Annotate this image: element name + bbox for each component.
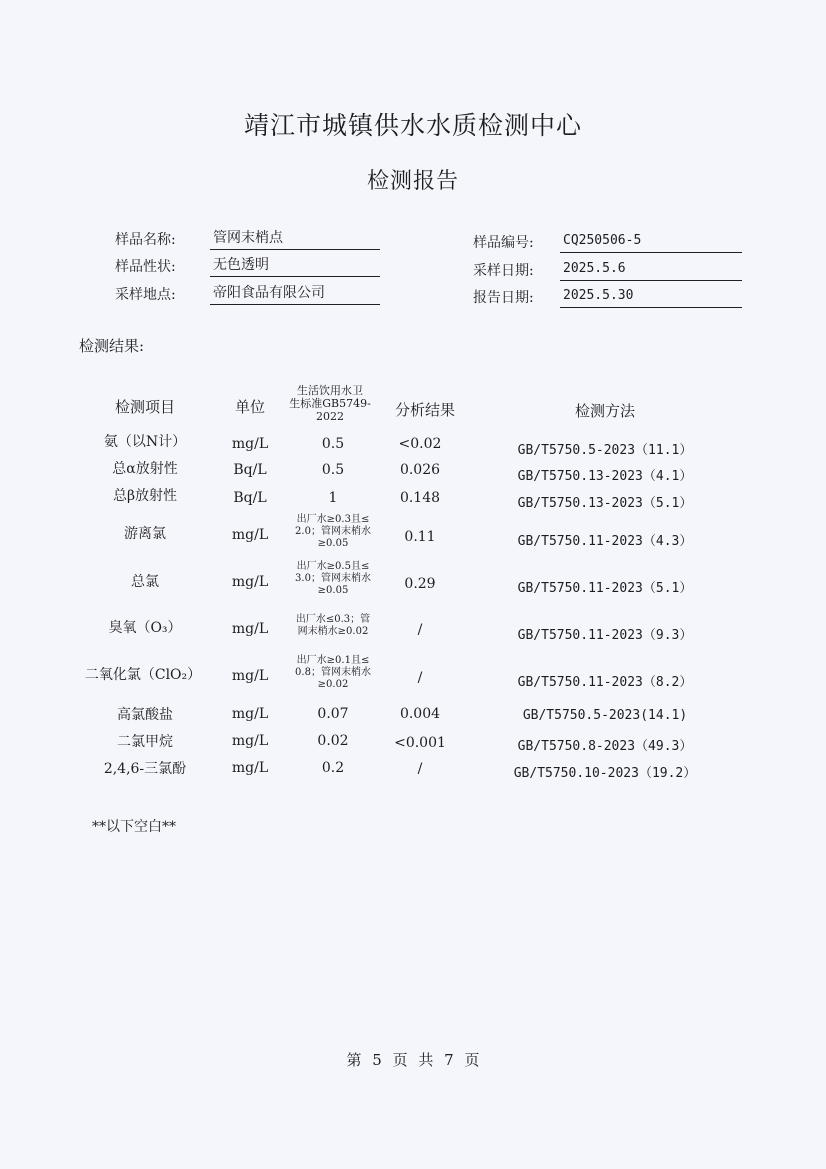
sample-site-value: 帝阳食品有限公司 bbox=[210, 284, 380, 305]
row-standard bbox=[283, 490, 383, 506]
row-standard bbox=[283, 514, 383, 550]
row-item: 臭氧（O₃） bbox=[108, 620, 182, 636]
row-method: GB/T5750.5-2023（11.1） bbox=[517, 443, 693, 458]
row-result: / bbox=[417, 670, 423, 686]
row-unit: mg/L bbox=[231, 527, 269, 543]
row-method: GB/T5750.11-2023（8.2） bbox=[517, 675, 693, 690]
row-method: GB/T5750.13-2023（5.1） bbox=[517, 496, 693, 511]
sampling-date-label: 采样日期: bbox=[473, 263, 534, 279]
row-item: 二氧化氯（ClO₂） bbox=[84, 667, 202, 683]
row-method: GB/T5750.10-2023（19.2） bbox=[513, 766, 697, 781]
row-unit: mg/L bbox=[231, 574, 269, 590]
row-item: 总β放射性 bbox=[112, 488, 178, 504]
sample-id-value: CQ250506-5 bbox=[560, 232, 742, 253]
row-standard bbox=[283, 561, 383, 597]
sample-name-value: 管网末梢点 bbox=[210, 229, 380, 250]
row-standard bbox=[283, 655, 383, 691]
row-unit: Bq/L bbox=[233, 462, 267, 478]
sample-state-value: 无色透明 bbox=[210, 256, 380, 277]
end-note: **以下空白** bbox=[92, 819, 176, 835]
sample-site-label: 采样地点: bbox=[115, 287, 176, 303]
report-date-label: 报告日期: bbox=[473, 290, 534, 306]
sample-name-label: 样品名称: bbox=[115, 232, 176, 248]
row-standard-line: 2.0；管网末梢水 bbox=[295, 526, 371, 537]
row-standard-line: 0.8；管网末梢水 bbox=[295, 667, 371, 678]
row-standard-line: 0.5 bbox=[321, 436, 345, 452]
row-method: GB/T5750.5-2023(14.1) bbox=[522, 708, 688, 723]
row-standard-line: ≥0.02 bbox=[317, 679, 349, 690]
sample-state-label: 样品性状: bbox=[115, 259, 176, 275]
row-standard-line: 3.0；管网末梢水 bbox=[295, 573, 371, 584]
row-standard bbox=[283, 733, 383, 749]
row-standard-line: ≥0.05 bbox=[317, 538, 349, 549]
row-standard-line: 1 bbox=[328, 490, 338, 506]
row-result: 0.11 bbox=[404, 529, 436, 545]
row-result: 0.29 bbox=[404, 576, 436, 592]
row-standard bbox=[283, 614, 383, 638]
row-unit: mg/L bbox=[231, 668, 269, 684]
sample-id-label: 样品编号: bbox=[473, 235, 534, 251]
row-method: GB/T5750.13-2023（4.1） bbox=[517, 469, 693, 484]
row-standard bbox=[283, 462, 383, 478]
row-method: GB/T5750.11-2023（5.1） bbox=[517, 581, 693, 596]
row-standard bbox=[283, 706, 383, 722]
row-standard bbox=[283, 760, 383, 776]
page-number: 第 5 页 共 7 页 bbox=[346, 1051, 480, 1069]
row-item: 总氯 bbox=[131, 574, 159, 590]
sampling-date-value: 2025.5.6 bbox=[560, 260, 742, 281]
row-standard-line: ≥0.05 bbox=[317, 585, 349, 596]
report-title: 检测报告 bbox=[366, 169, 459, 194]
row-method: GB/T5750.11-2023（9.3） bbox=[517, 628, 693, 643]
header-unit: 单位 bbox=[234, 398, 265, 416]
header-result: 分析结果 bbox=[394, 401, 455, 419]
row-method: GB/T5750.8-2023（49.3） bbox=[517, 739, 693, 754]
header-method: 检测方法 bbox=[574, 402, 635, 420]
row-standard-line: 0.5 bbox=[321, 462, 345, 478]
row-unit: mg/L bbox=[231, 436, 269, 452]
row-standard-line: 网末梢水≥0.02 bbox=[297, 626, 369, 637]
row-item: 游离氯 bbox=[124, 526, 166, 542]
row-standard bbox=[283, 436, 383, 452]
row-item: 2,4,6-三氯酚 bbox=[103, 761, 187, 777]
row-result: <0.02 bbox=[398, 436, 442, 452]
row-unit: mg/L bbox=[231, 706, 269, 722]
row-standard-line: 出厂水≥0.3且≤ bbox=[296, 514, 370, 525]
row-standard-line: 0.07 bbox=[317, 706, 349, 722]
header-standard: 生活饮用水卫 生标准GB5749- 2022 bbox=[289, 384, 371, 423]
row-result: 0.148 bbox=[399, 490, 441, 506]
org-title: 靖江市城镇供水水质检测中心 bbox=[243, 111, 582, 140]
row-item: 高氯酸盐 bbox=[117, 707, 173, 723]
row-result: / bbox=[417, 622, 423, 638]
results-label: 检测结果: bbox=[79, 337, 145, 355]
row-item: 总α放射性 bbox=[112, 461, 178, 477]
row-result: / bbox=[417, 761, 423, 777]
row-standard-line: 出厂水≤0.3；管 bbox=[295, 614, 371, 625]
row-standard-line: 0.02 bbox=[317, 733, 349, 749]
row-standard-line: 出厂水≥0.1且≤ bbox=[296, 655, 370, 666]
row-result: 0.004 bbox=[399, 706, 441, 722]
row-method: GB/T5750.11-2023（4.3） bbox=[517, 534, 693, 549]
row-unit: mg/L bbox=[231, 733, 269, 749]
row-unit: mg/L bbox=[231, 760, 269, 776]
header-item: 检测项目 bbox=[114, 398, 175, 416]
row-standard-line: 0.2 bbox=[321, 760, 345, 776]
report-date-value: 2025.5.30 bbox=[560, 287, 742, 308]
row-unit: Bq/L bbox=[233, 490, 267, 506]
row-item: 氨（以N计） bbox=[103, 434, 187, 450]
row-standard-line: 出厂水≥0.5且≤ bbox=[296, 561, 370, 572]
row-unit: mg/L bbox=[231, 621, 269, 637]
row-result: 0.026 bbox=[399, 462, 441, 478]
row-result: <0.001 bbox=[394, 735, 446, 751]
row-item: 二氯甲烷 bbox=[117, 734, 173, 750]
